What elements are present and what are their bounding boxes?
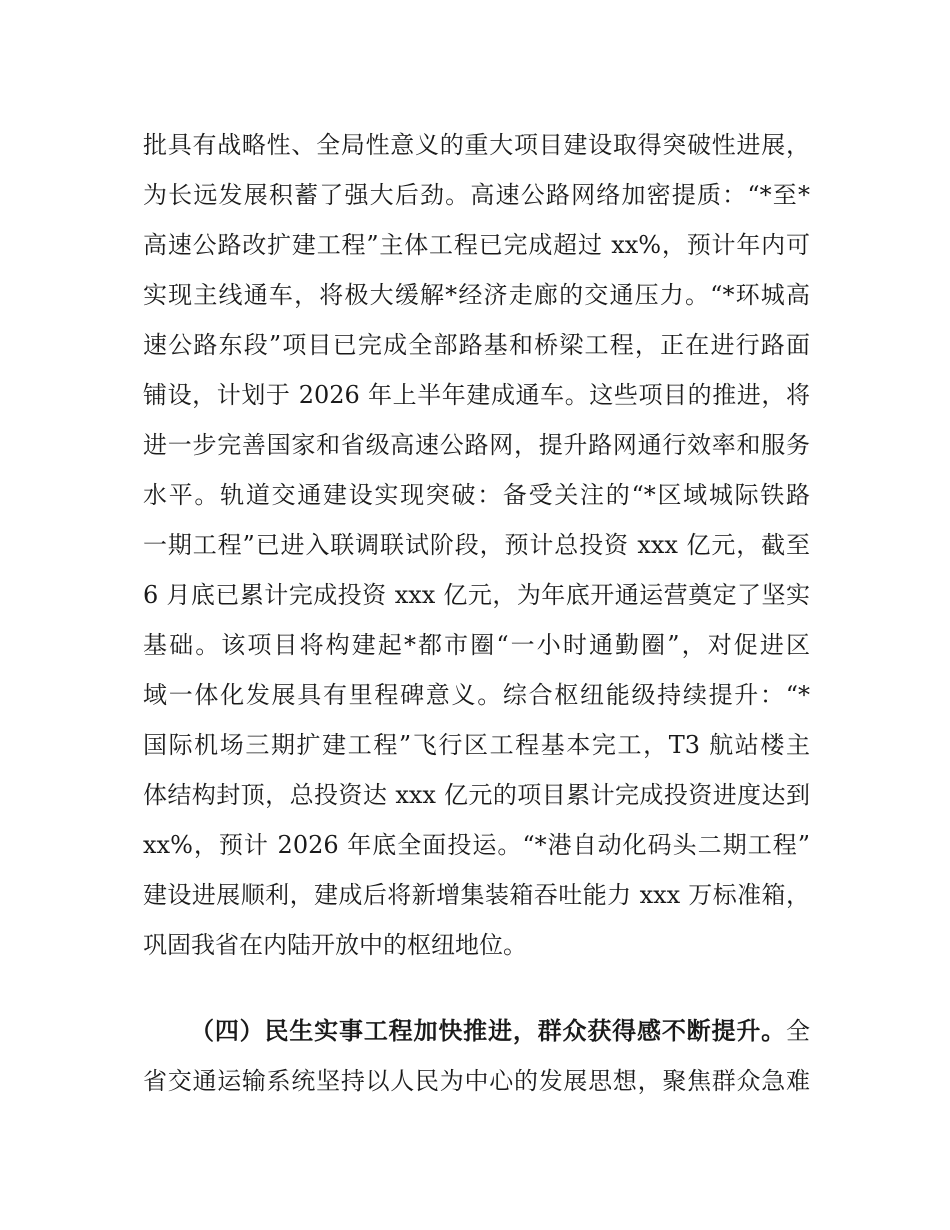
paragraph-line: 建设进展顺利，建成后将新增集装箱吞吐能力 xxx 万标准箱， bbox=[143, 881, 810, 909]
paragraph-line: 6 月底已累计完成投资 xxx 亿元，为年底开通运营奠定了坚实 bbox=[143, 581, 810, 609]
paragraph-line: xx%，预计 2026 年底全面投运。“*港自动化码头二期工程” bbox=[143, 831, 810, 859]
paragraph-line: 水平。轨道交通建设实现突破：备受关注的“*区域城际铁路 bbox=[143, 481, 810, 509]
section-heading-tail: 全 bbox=[786, 1017, 810, 1045]
paragraph-line: 铺设，计划于 2026 年上半年建成通车。这些项目的推进，将 bbox=[143, 381, 810, 409]
paragraph-line: 实现主线通车，将极大缓解*经济走廊的交通压力。“*环城高 bbox=[143, 281, 810, 309]
paragraph-line: 省交通运输系统坚持以人民为中心的发展思想，聚焦群众急难 bbox=[143, 1067, 810, 1095]
paragraph-line: 进一步完善国家和省级高速公路网，提升路网通行效率和服务 bbox=[143, 431, 810, 459]
section-heading: （四）民生实事工程加快推进，群众获得感不断提升。 bbox=[190, 1017, 786, 1045]
paragraph-line: 国际机场三期扩建工程”飞行区工程基本完工，T3 航站楼主 bbox=[143, 731, 810, 759]
paragraph-line: 速公路东段”项目已完成全部路基和桥梁工程，正在进行路面 bbox=[143, 331, 810, 359]
paragraph-line: 基础。该项目将构建起*都市圈“一小时通勤圈”，对促进区 bbox=[143, 631, 810, 659]
paragraph-line: 为长远发展积蓄了强大后劲。高速公路网络加密提质：“*至* bbox=[143, 181, 810, 209]
paragraph-line: 巩固我省在内陆开放中的枢纽地位。 bbox=[143, 931, 527, 959]
paragraph-line: 一期工程”已进入联调联试阶段，预计总投资 xxx 亿元，截至 bbox=[143, 531, 810, 559]
paragraph-line: 域一体化发展具有里程碑意义。综合枢纽能级持续提升：“* bbox=[143, 681, 810, 709]
paragraph-line: 高速公路改扩建工程”主体工程已完成超过 xx%，预计年内可 bbox=[143, 231, 810, 259]
paragraph-line: 体结构封顶，总投资达 xxx 亿元的项目累计完成投资进度达到 bbox=[143, 781, 810, 809]
section-heading-line bbox=[190, 1015, 810, 1047]
paragraph-line: 批具有战略性、全局性意义的重大项目建设取得突破性进展， bbox=[143, 131, 810, 159]
